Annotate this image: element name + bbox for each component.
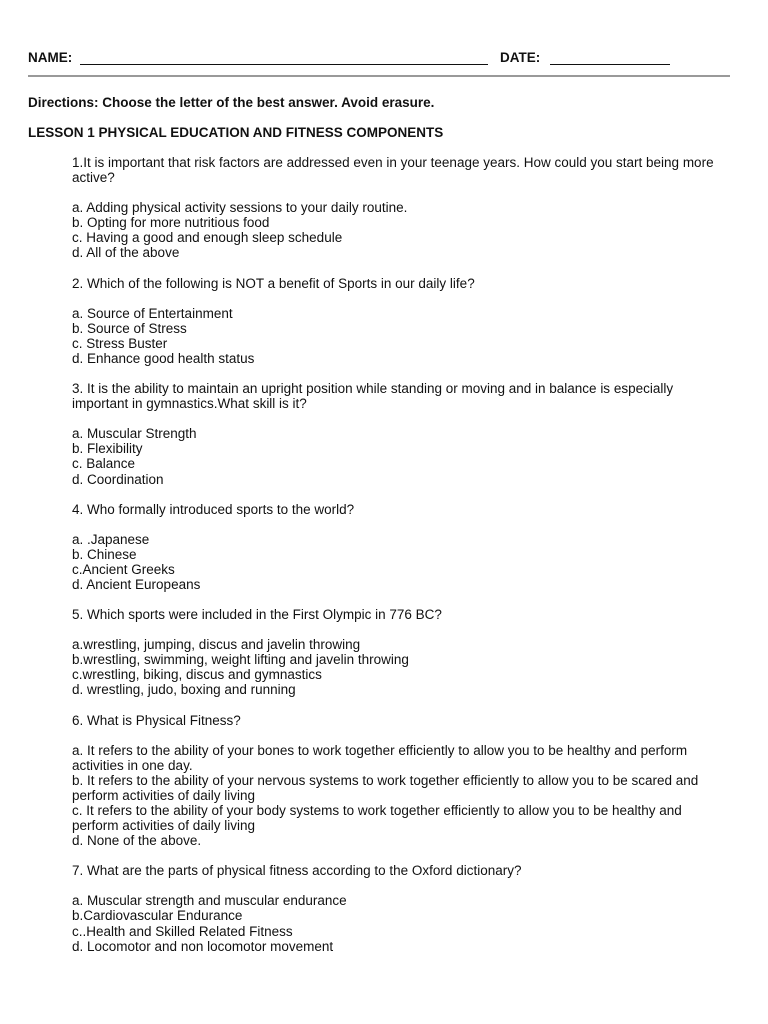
answer-choice[interactable]: b. Source of Stress <box>72 320 187 336</box>
answer-choice[interactable]: d. Coordination <box>72 471 164 487</box>
date-label: DATE: <box>500 50 541 65</box>
answer-choices <box>72 532 732 592</box>
answer-choice[interactable]: b. It refers to the ability of your nervous systems to work together efficiently to allow you to be scared and perform activities of daily living <box>72 772 699 803</box>
question-text: 6. What is Physical Fitness? <box>72 712 241 728</box>
answer-choice[interactable]: c.Ancient Greeks <box>72 561 175 577</box>
name-label: NAME: <box>28 50 73 65</box>
question-text: 7. What are the parts of physical fitness according to the Oxford dictionary? <box>72 863 522 879</box>
answer-choice[interactable]: b. Flexibility <box>72 441 143 457</box>
date-field-line[interactable] <box>550 64 670 65</box>
answer-choice[interactable]: a. It refers to the ability of your bones to work together efficiently to allow you to be healthy and perform activities in one day. <box>72 742 688 773</box>
question-text: 3. It is the ability to maintain an upright position while standing or moving and in balance is especially important in gymnastics.What skill is it? <box>72 381 674 412</box>
answer-choice[interactable]: a. Muscular strength and muscular endurance <box>72 893 347 909</box>
header-divider <box>28 75 730 77</box>
answer-choice[interactable]: c.wrestling, biking, discus and gymnastics <box>72 667 322 683</box>
answer-choices <box>72 200 732 260</box>
answer-choice[interactable]: c. It refers to the ability of your body systems to work together efficiently to allow you to be healthy and perform activities of daily living <box>72 803 682 834</box>
answer-choice[interactable]: d. Ancient Europeans <box>72 576 201 592</box>
answer-choice[interactable]: a. Muscular Strength <box>72 426 197 442</box>
answer-choice[interactable]: b. Chinese <box>72 546 137 562</box>
question-text: 1.It is important that risk factors are addressed even in your teenage years. How could you start being more active? <box>72 155 714 186</box>
question-item <box>72 713 732 849</box>
answer-choices <box>72 426 732 486</box>
answer-choices <box>72 893 732 953</box>
question-text: 4. Who formally introduced sports to the world? <box>72 501 355 517</box>
answer-choice[interactable]: d. Locomotor and non locomotor movement <box>72 938 334 954</box>
answer-choice[interactable]: c..Health and Skilled Related Fitness <box>72 923 293 939</box>
answer-choice[interactable]: a. Adding physical activity sessions to your daily routine. <box>72 200 408 216</box>
answer-choices <box>72 743 732 849</box>
question-item <box>72 276 732 366</box>
question-text: 2. Which of the following is NOT a benefit of Sports in our daily life? <box>72 275 475 291</box>
answer-choice[interactable]: c. Stress Buster <box>72 335 168 351</box>
answer-choice[interactable]: d. All of the above <box>72 245 180 261</box>
answer-choice[interactable]: d. None of the above. <box>72 833 202 849</box>
question-item <box>72 607 732 697</box>
answer-choice[interactable]: a. Source of Entertainment <box>72 305 233 321</box>
question-text: 5. Which sports were included in the First Olympic in 776 BC? <box>72 607 442 623</box>
question-list <box>72 155 732 954</box>
question-item <box>72 502 732 592</box>
lesson-title: LESSON 1 PHYSICAL EDUCATION AND FITNESS COMPONENTS <box>28 125 444 140</box>
answer-choice[interactable]: a.wrestling, jumping, discus and javelin throwing <box>72 637 361 653</box>
answer-choice[interactable]: c. Having a good and enough sleep schedule <box>72 230 343 246</box>
directions-text: Directions: Choose the letter of the best answer. Avoid erasure. <box>28 95 435 110</box>
answer-choice[interactable]: b. Opting for more nutritious food <box>72 215 270 231</box>
answer-choice[interactable]: d. Enhance good health status <box>72 350 255 366</box>
name-field-line[interactable] <box>80 64 488 65</box>
answer-choice[interactable]: c. Balance <box>72 456 136 472</box>
answer-choice[interactable]: b.wrestling, swimming, weight lifting and javelin throwing <box>72 652 409 668</box>
question-item <box>72 155 732 261</box>
answer-choice[interactable]: d. wrestling, judo, boxing and running <box>72 682 296 698</box>
question-item <box>72 381 732 487</box>
header-row <box>28 50 734 68</box>
answer-choices <box>72 637 732 697</box>
answer-choices <box>72 306 732 366</box>
answer-choice[interactable]: b.Cardiovascular Endurance <box>72 908 243 924</box>
question-item <box>72 863 732 953</box>
answer-choice[interactable]: a. .Japanese <box>72 531 150 547</box>
